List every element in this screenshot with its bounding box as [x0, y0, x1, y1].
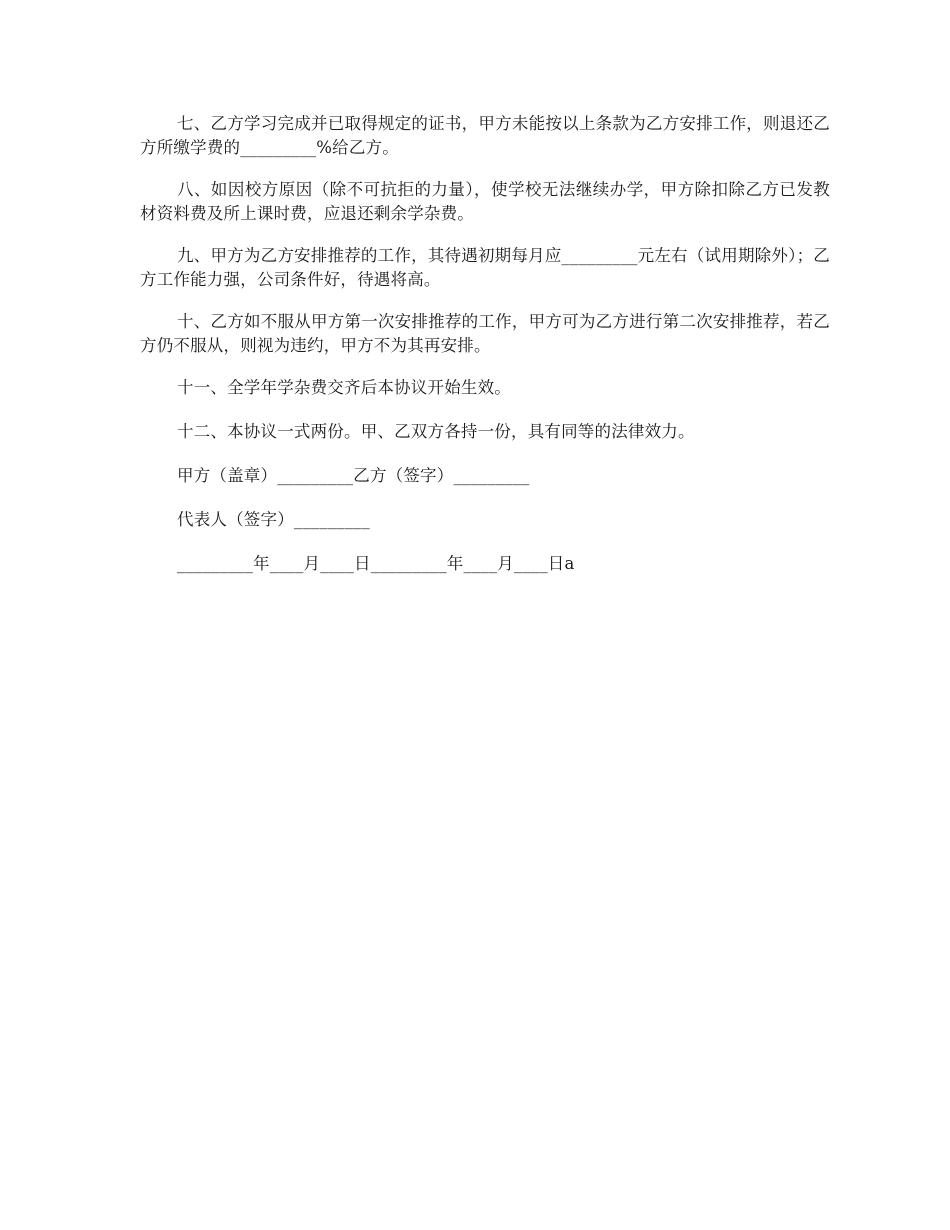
representative-line: 代表人（签字）_________ — [177, 510, 370, 529]
date-line: _________年____月____日_________年____月____日a — [177, 554, 575, 573]
clause-9: 九、甲方为乙方安排推荐的工作，其待遇初期每月应_________元左右（试用期除外）；乙方工作能力强，公司条件好，待遇将高。 — [140, 246, 830, 289]
clause-7: 七、乙方学习完成并已取得规定的证书，甲方未能按以上条款为乙方安排工作，则退还乙方所缴学费的_________%给乙方。 — [140, 114, 830, 157]
clause-12: 十二、本协议一式两份。甲、乙双方各持一份，具有同等的法律效力。 — [177, 422, 695, 441]
clause-11: 十一、全学年学杂费交齐后本协议开始生效。 — [177, 378, 511, 397]
clause-8: 八、如因校方原因（除不可抗拒的力量），使学校无法继续办学，甲方除扣除乙方已发教材资料费及所上课时费，应退还剩余学杂费。 — [140, 180, 830, 223]
clause-10: 十、乙方如不服从甲方第一次安排推荐的工作，甲方可为乙方进行第二次安排推荐，若乙方仍不服从，则视为违约，甲方不为其再安排。 — [140, 312, 830, 355]
signature-line: 甲方（盖章）_________乙方（签字）_________ — [177, 466, 530, 485]
document-page — [140, 112, 830, 596]
